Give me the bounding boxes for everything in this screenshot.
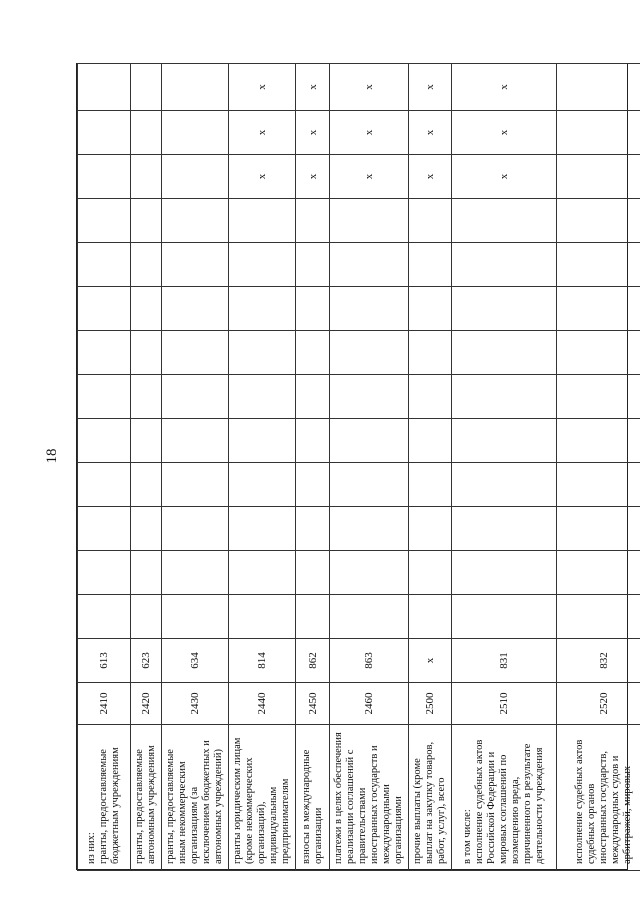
table-rotator	[77, 64, 633, 871]
value-cell	[78, 331, 131, 375]
value-cell: x	[452, 64, 557, 111]
value-cell	[78, 243, 131, 287]
value-cell	[557, 243, 640, 287]
value-cell	[162, 243, 229, 287]
value-cell	[330, 595, 409, 639]
value-cell	[131, 287, 162, 331]
line-code-cell: 2500	[409, 683, 452, 725]
value-cell	[409, 331, 452, 375]
value-cell	[131, 595, 162, 639]
value-cell	[162, 375, 229, 419]
financial-plan-table	[77, 63, 640, 871]
value-cell: x	[330, 111, 409, 155]
value-cell	[452, 507, 557, 551]
value-cell	[557, 64, 640, 111]
value-cell	[131, 111, 162, 155]
value-cell: x	[330, 155, 409, 199]
value-cell	[330, 287, 409, 331]
value-cell	[78, 375, 131, 419]
line-code-cell: 2430	[162, 683, 229, 725]
value-cell	[78, 419, 131, 463]
page-number: 18	[44, 448, 60, 464]
table-row	[162, 64, 229, 871]
value-cell	[452, 375, 557, 419]
value-cell: x	[409, 111, 452, 155]
row-name-cell: гранты, предоставляемые иным некоммерческим организациям (за исключением бюджетных и автономных учреждений)	[162, 725, 229, 871]
value-cell	[131, 419, 162, 463]
table-row	[330, 64, 409, 871]
value-cell	[330, 463, 409, 507]
value-cell	[330, 419, 409, 463]
value-cell	[452, 595, 557, 639]
value-cell	[409, 419, 452, 463]
value-cell	[78, 111, 131, 155]
value-cell	[229, 551, 296, 595]
value-cell	[330, 507, 409, 551]
line-code-cell: 2520	[557, 683, 640, 725]
value-cell	[131, 331, 162, 375]
line-code-cell: 2510	[452, 683, 557, 725]
value-cell	[131, 551, 162, 595]
line-code-cell: 2440	[229, 683, 296, 725]
value-cell	[452, 419, 557, 463]
table-row	[131, 64, 162, 871]
value-cell	[162, 551, 229, 595]
value-cell	[409, 507, 452, 551]
value-cell	[557, 463, 640, 507]
value-cell	[78, 155, 131, 199]
budget-code-cell: 634	[162, 639, 229, 683]
value-cell	[557, 199, 640, 243]
value-cell	[452, 463, 557, 507]
table-row	[78, 64, 131, 871]
value-cell	[452, 243, 557, 287]
line-code-cell: 2420	[131, 683, 162, 725]
budget-code-cell: 863	[330, 639, 409, 683]
value-cell	[452, 199, 557, 243]
value-cell: x	[229, 155, 296, 199]
value-cell	[409, 199, 452, 243]
budget-code-cell: 623	[131, 639, 162, 683]
value-cell	[229, 199, 296, 243]
value-cell	[330, 243, 409, 287]
value-cell	[131, 243, 162, 287]
value-cell	[131, 463, 162, 507]
value-cell	[78, 199, 131, 243]
value-cell	[131, 64, 162, 111]
value-cell	[296, 375, 330, 419]
rotated-table-sheet	[76, 63, 633, 870]
row-name-cell: исполнение судебных актов судебных органов иностранных государств, международных судов и арбитражей, мировых	[557, 725, 640, 871]
value-cell	[557, 507, 640, 551]
value-cell	[330, 331, 409, 375]
value-cell	[296, 595, 330, 639]
value-cell: x	[452, 111, 557, 155]
value-cell	[78, 287, 131, 331]
value-cell	[296, 199, 330, 243]
table-row	[229, 64, 296, 871]
value-cell	[296, 551, 330, 595]
value-cell: x	[229, 111, 296, 155]
budget-code-cell: 613	[78, 639, 131, 683]
value-cell	[296, 287, 330, 331]
budget-code-cell: x	[409, 639, 452, 683]
budget-code-cell: 831	[452, 639, 557, 683]
value-cell	[409, 595, 452, 639]
value-cell	[229, 507, 296, 551]
value-cell	[229, 463, 296, 507]
value-cell	[78, 64, 131, 111]
value-cell: x	[330, 64, 409, 111]
value-cell	[229, 595, 296, 639]
value-cell	[162, 199, 229, 243]
value-cell: x	[452, 155, 557, 199]
row-name-cell: взносы в международные организации	[296, 725, 330, 871]
value-cell	[557, 287, 640, 331]
value-cell	[162, 64, 229, 111]
row-name-cell: гранты юридическим лицам (кроме некоммерческих организаций), индивидуальным предпринимателям	[229, 725, 296, 871]
value-cell	[557, 595, 640, 639]
line-code-cell: 2460	[330, 683, 409, 725]
value-cell	[229, 287, 296, 331]
table-row	[296, 64, 330, 871]
value-cell: x	[296, 155, 330, 199]
value-cell	[162, 507, 229, 551]
value-cell	[131, 199, 162, 243]
value-cell	[557, 331, 640, 375]
value-cell	[409, 287, 452, 331]
value-cell	[557, 155, 640, 199]
value-cell	[452, 331, 557, 375]
value-cell	[296, 419, 330, 463]
value-cell	[330, 375, 409, 419]
value-cell	[409, 463, 452, 507]
table-row	[409, 64, 452, 871]
value-cell: x	[409, 155, 452, 199]
value-cell	[229, 419, 296, 463]
value-cell: x	[296, 64, 330, 111]
value-cell	[409, 551, 452, 595]
value-cell	[78, 595, 131, 639]
value-cell	[131, 507, 162, 551]
row-name-cell: в том числе: исполнение судебных актов Российской Федерации и мировых соглашений по возмещению вреда, причиненного в результате деятельности учреждения	[452, 725, 557, 871]
value-cell	[409, 243, 452, 287]
value-cell	[162, 155, 229, 199]
budget-code-cell: 832	[557, 639, 640, 683]
value-cell	[162, 111, 229, 155]
value-cell	[296, 331, 330, 375]
value-cell	[330, 199, 409, 243]
value-cell	[452, 287, 557, 331]
value-cell	[296, 463, 330, 507]
value-cell	[162, 419, 229, 463]
value-cell	[296, 243, 330, 287]
value-cell	[162, 463, 229, 507]
row-name-cell: гранты, предоставляемые автономным учреждениям	[131, 725, 162, 871]
line-code-cell: 2450	[296, 683, 330, 725]
line-code-cell: 2410	[78, 683, 131, 725]
value-cell	[78, 507, 131, 551]
value-cell	[557, 111, 640, 155]
value-cell	[162, 331, 229, 375]
value-cell	[78, 551, 131, 595]
value-cell: x	[409, 64, 452, 111]
budget-code-cell: 814	[229, 639, 296, 683]
value-cell	[131, 155, 162, 199]
value-cell	[330, 551, 409, 595]
value-cell	[229, 331, 296, 375]
value-cell	[162, 287, 229, 331]
budget-code-cell: 862	[296, 639, 330, 683]
value-cell	[452, 551, 557, 595]
value-cell	[162, 595, 229, 639]
value-cell	[78, 463, 131, 507]
row-name-cell: из них: гранты, предоставляемые бюджетным учреждениям	[78, 725, 131, 871]
value-cell: x	[296, 111, 330, 155]
value-cell	[557, 375, 640, 419]
value-cell: x	[229, 64, 296, 111]
value-cell	[296, 507, 330, 551]
row-name-cell: прочие выплаты (кроме выплат на закупку товаров, работ, услуг), всего	[409, 725, 452, 871]
value-cell	[557, 551, 640, 595]
value-cell	[229, 375, 296, 419]
value-cell	[409, 375, 452, 419]
table-row	[557, 64, 640, 871]
table-row	[452, 64, 557, 871]
row-name-cell: платежи в целях обеспечения реализации соглашений с правительствами иностранных государств и международными организациями	[330, 725, 409, 871]
value-cell	[131, 375, 162, 419]
value-cell	[557, 419, 640, 463]
value-cell	[229, 243, 296, 287]
